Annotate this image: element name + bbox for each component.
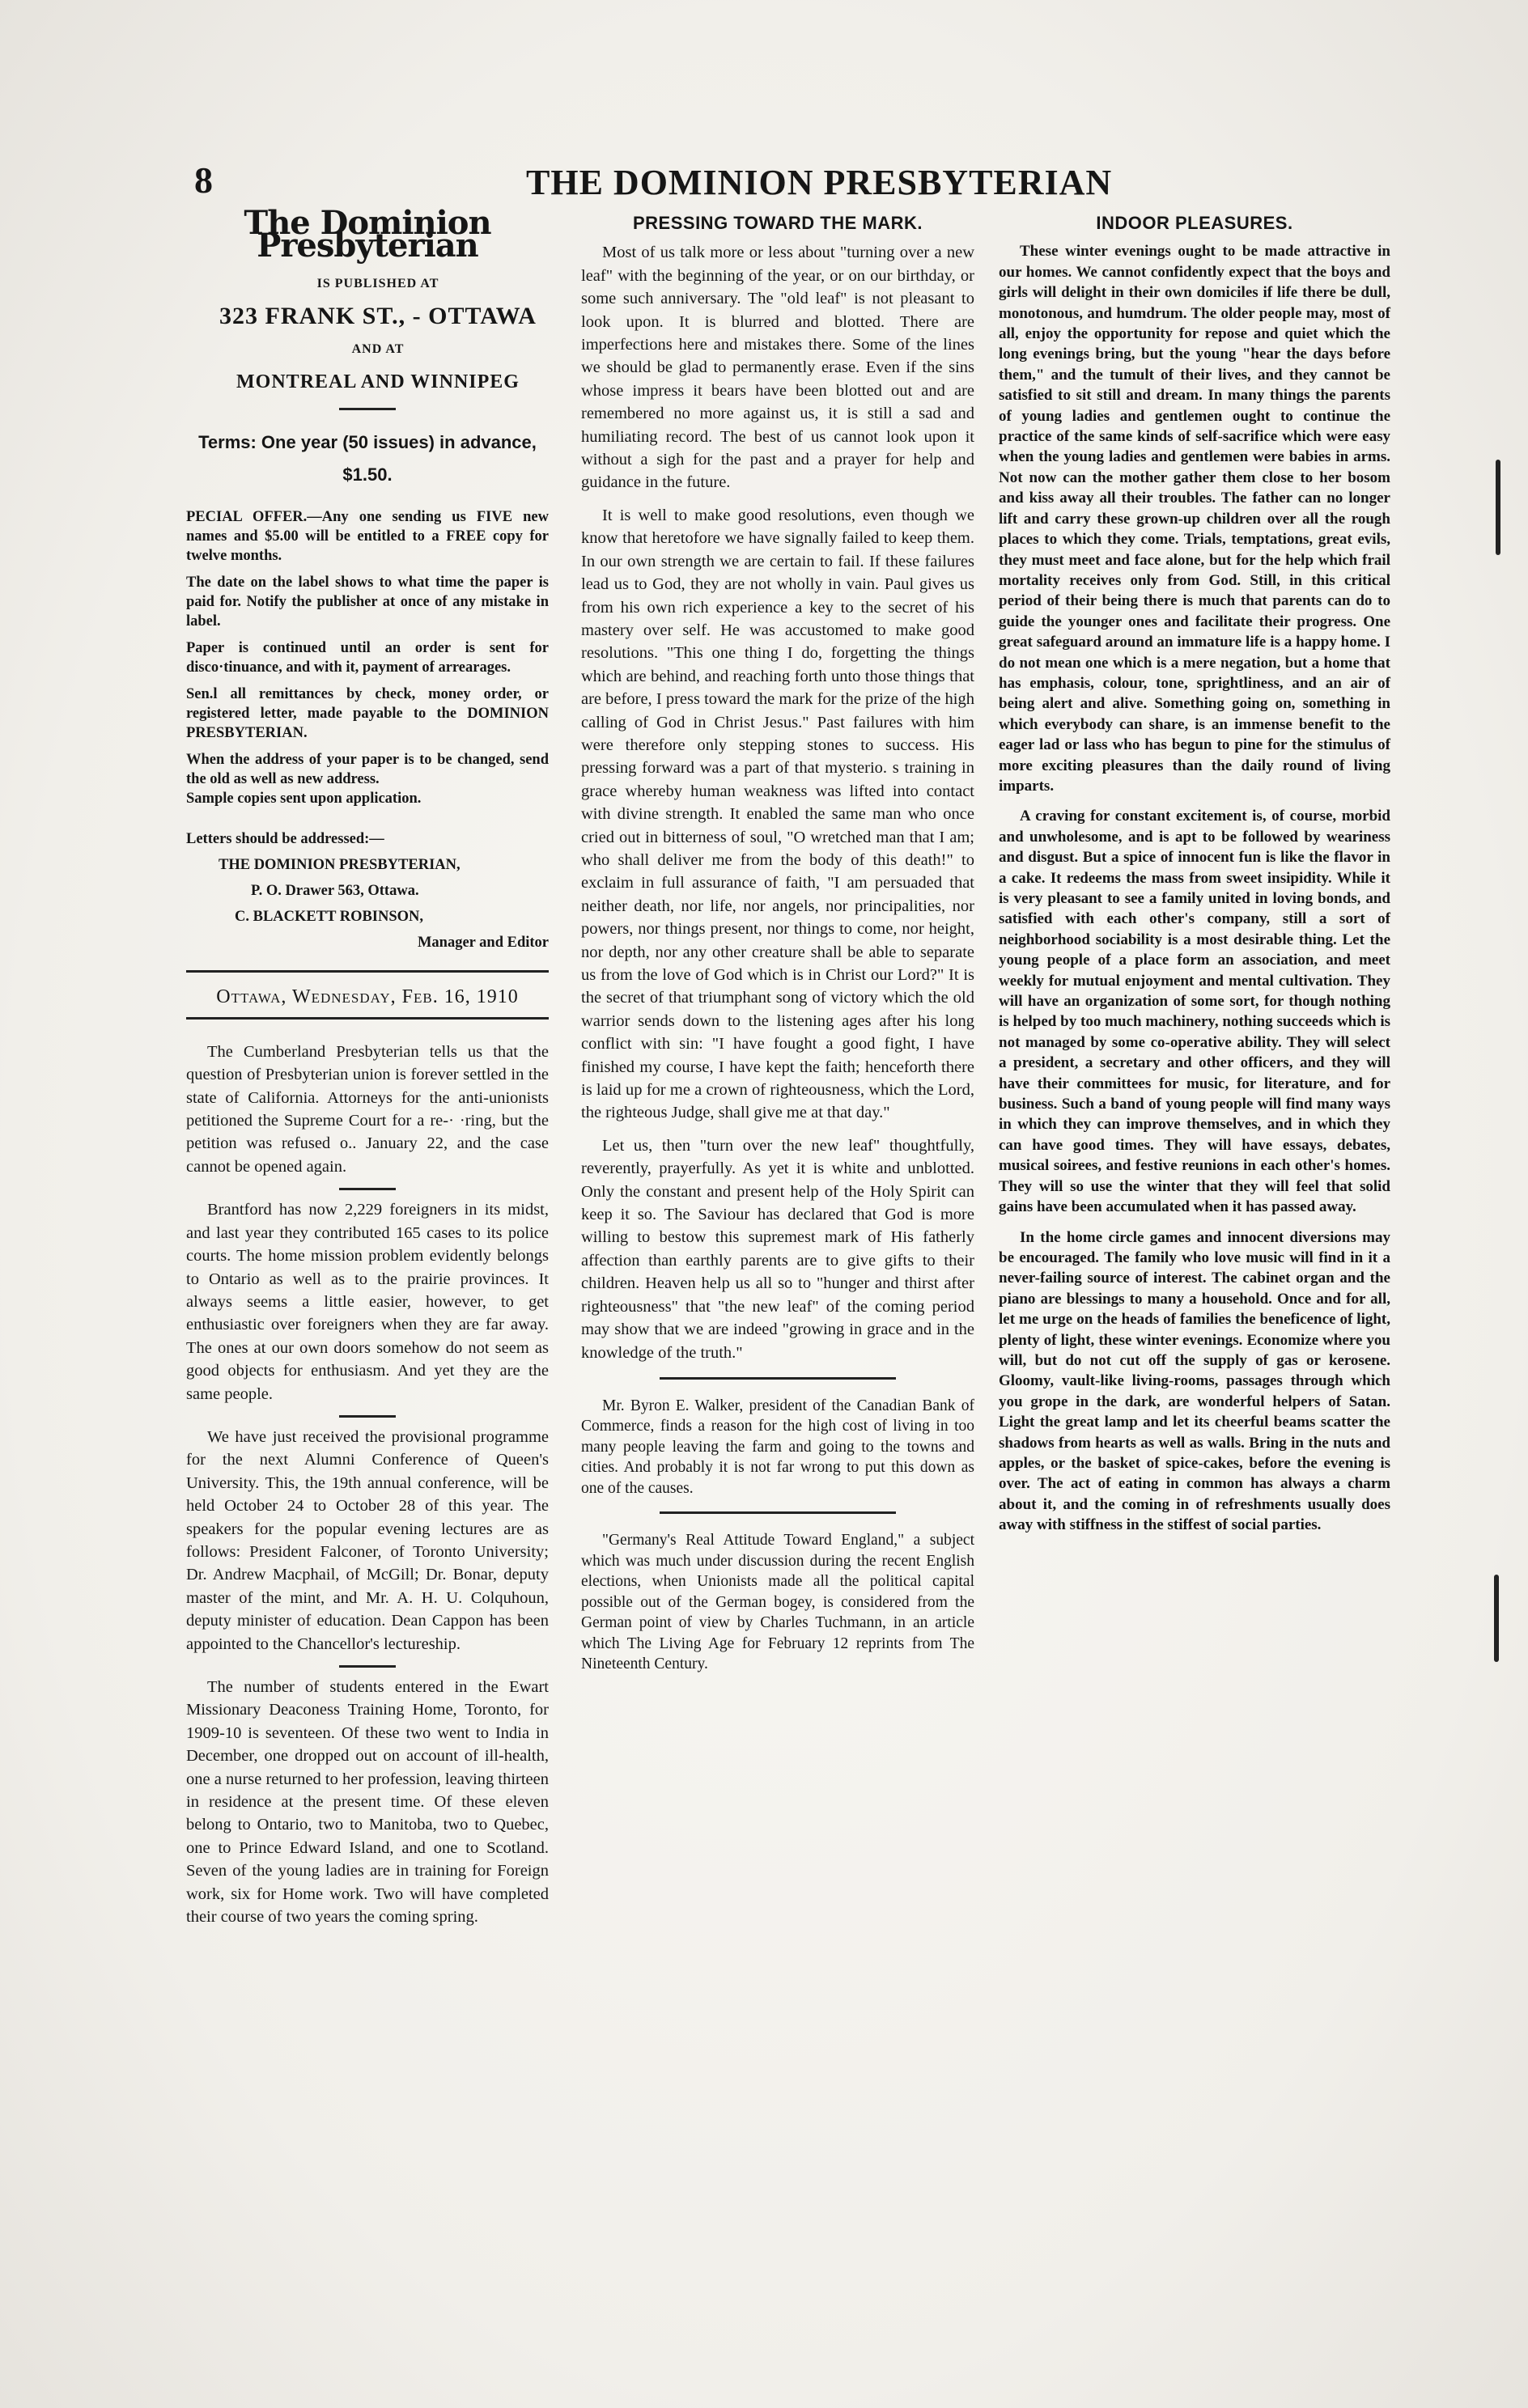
letters-box: P. O. Drawer 563, Ottawa. <box>251 883 419 900</box>
divider <box>660 1377 896 1380</box>
notice: Sen.l all remittances by check, money order, or registered letter, made payable to the DOMINION PRESBYTERIAN. <box>186 686 549 742</box>
binding-mark-top <box>1496 460 1500 555</box>
running-head: THE DOMINION PRESBYTERIAN <box>526 163 1113 202</box>
published-at: IS PUBLISHED AT <box>316 276 439 290</box>
divider <box>339 1415 396 1418</box>
article-paragraph: Most of us talk more or less about "turning over a new leaf" with the beginning of the year, or on our birthday, or some such anniversary. The "old leaf" is not pleasant to look upon. It is blurred and blotted. There are imperfections here and mistakes there. Some of the lines we should be glad to permanently erase. Even if the sins whose impress it bears have been blotted out and are remembered no more against us, it is still a sad and humiliating record. The best of us cannot look upon it without a sigh for the past and a prayer for help and guidance in the future. <box>581 244 974 492</box>
news-paragraph: The Cumberland Presbyterian tells us that the question of Presbyterian union is forever settled in the state of California. Attorneys for the anti-unionists petitioned the Supreme Court for a re-· ·ring, but the petition was refused o.. January 22, and the case cannot be opened again. <box>186 1042 549 1176</box>
news-paragraph: The number of students entered in the Ewart Missionary Deaconess Training Home, Toronto, for 1909-10 is seventeen. Of these two went to India in December, one dropped out on account of ill-health, one a nurse returned to her profession, leaving thirteen in residence at the present time. Of these eleven belong to Ontario, two to Manitoba, two to Quebec, one to Prince Edward Island, and one to Scotland. Seven of the young ladies are in training for Foreign work, six for Home work. Two will have completed their course of two years the coming spring. <box>186 1678 549 1927</box>
news-paragraph: Brantford has now 2,229 foreigners in its midst, and last year they contributed 165 cases to its police courts. The home mission problem evidently belongs to Ontario as well as to the prairie provinces. It always seems a little easier, however, to get enthusiastic over foreigners when they are far away. The ones at our own doors somehow do not seem as good objects for enthusiasm. And yet they are the same people. <box>186 1201 549 1403</box>
subscription-terms: Terms: One year (50 issues) in advance, $1.50. <box>198 432 537 485</box>
notice: PECIAL OFFER.—Any one sending us FIVE new names and $5.00 will be entitled to a FREE copy for twelve months. <box>186 509 549 565</box>
letters-label: Letters should be addressed:— <box>186 831 384 848</box>
binding-mark-bottom <box>1494 1575 1499 1662</box>
notice: Paper is continued until an order is sent for disco·tinuance, and with it, payment of arrearages. <box>186 640 549 676</box>
news-paragraph: We have just received the provisional programme for the next Alumni Conference of Queen's University. This, the 19th annual conference, will be held October 24 to October 28 of this year. The speakers for the popular evening lectures are as follows: President Falconer, of Toronto University; Dr. Andrew Macphail, of McGill; Dr. Bonar, deputy master of the mint, and Mr. A. H. U. Colquhoun, deputy minister of education. Dean Cappon has been appointed to the Chancellor's lectureship. <box>186 1427 549 1653</box>
other-cities: MONTREAL AND WINNIPEG <box>236 371 520 393</box>
article-paragraph: These winter evenings ought to be made attractive in our homes. We cannot confidently expect that the boys and girls will delight in their own domiciles if life there be dull, monotonous, and humdrum. The older people may, most of all, enjoy the opportunity for repose and quiet which the long evenings bring, but the young "hear the days before them," and the tumult of their lives, and they cannot be satisfied to sit still and dream. In many things the parents of young ladies and gentlemen ought to continue the practice of the same kinds of self-sacrifice which were easy when the young ladies and gentlemen were babies in arms. Not now can the mother gather them close to her bosom and kiss away all their troubles. The father can no longer lift and carry these grown-up children over all the rough places to which they come. Trials, temptations, great evils, they must meet and face alone, but for the help which frail mortality receives only from God. Still, in this critical period of their being there is much that parents can do to guide the younger ones and facilitate their progress. One great safeguard around an immature life is a happy home. I do not mean one which is a mere negation, but a home that has emphasis, colour, tone, sprightliness, and an air of being alert and alive. Something going on, something in which everybody can share, is an immense benefit to the eager lad or lass who has begun to pine for the stimulus of more exciting pleasures than the daily round of living imparts. <box>999 243 1390 795</box>
dateline: Ottawa, Wednesday, Feb. 16, 1910 <box>216 986 519 1008</box>
column-editorial <box>581 212 974 1685</box>
page-number: 8 <box>194 159 213 201</box>
news-paragraph: "Germany's Real Attitude Toward England," a subject which was much under discussion during the recent English elections, when Unionists made all the political capital possible out of the German bogey, is considered from the German point of view by Charles Tuchmann, in an article which The Living Age for February 12 reprints from The Nineteenth Century. <box>581 1532 974 1673</box>
divider <box>339 408 396 410</box>
masthead-title: The Dominion Presbyterian <box>244 204 491 265</box>
article-heading: INDOOR PLEASURES. <box>1096 213 1293 233</box>
news-paragraph: Mr. Byron E. Walker, president of the Canadian Bank of Commerce, finds a reason for the high cost of living in too many people leaving the farm and going to the towns and cities. And probably it is not far wrong to put this down as one of the causes. <box>581 1397 974 1497</box>
divider <box>660 1511 896 1514</box>
column-indoor-pleasures <box>999 212 1390 1545</box>
divider <box>186 970 549 973</box>
article-paragraph: A craving for constant excitement is, of course, morbid and unwholesome, and is apt to be followed by weariness and disgust. But a spice of innocent fun is like the flavor in a cake. It redeems the mass from sweet insipidity. While it is very pleasant to see a family united in loving bonds, and satisfied with each other's company, still a sort of neighborhood sociability is a most desirable thing. Let the young people of a place form an association, and meet weekly for mutual enjoyment and mental cultivation. They will have an organization of some sort, for though nothing is helped by too much machinery, nothing succeeds which is not managed by some co-operative ability. They will select a president, a secretary and other officers, and they will have their committees for music, for literature, and for business. Such a band of young people will find many ways in which they can improve themselves, and in which they can have good times. They will have essays, debates, musical soirees, and festive reunions in each other's homes. They will so use the winter that they will feel that solid gains have been accumulated when it has passed away. <box>999 808 1390 1216</box>
editor-name: C. BLACKETT ROBINSON, <box>235 909 424 926</box>
office-address: 323 FRANK ST., - OTTAWA <box>219 303 537 330</box>
article-heading: PRESSING TOWARD THE MARK. <box>632 213 923 233</box>
and-at: AND AT <box>351 341 405 356</box>
notice: The date on the label shows to what time the paper is paid for. Notify the publisher at once of any mistake in label. <box>186 574 549 630</box>
letters-address <box>186 826 549 956</box>
divider <box>339 1665 396 1668</box>
notice: Sample copies sent upon application. <box>186 791 422 808</box>
article-paragraph: In the home circle games and innocent diversions may be encouraged. The family who love music will find in it a never-failing source of interest. The cabinet organ and the piano are blessings to many a household. Once and for all, let me urge on the heads of families the beneficence of light, plenty of light, these winter evenings. Economize where you will, but do not cut off the supply of gas or kerosene. Gloomy, vault-like living-rooms, passages through which you grope in the dark, are wonderful helpers of Satan. Light the great lamp and let its cheerful beams scatter the shadows from hearts as well as walls. Bring in the nuts and apples, or the basket of spice-cakes, before the evening is over. The act of eating in common has always a charm about it, and the coming in of refreshments usually does away with stiffness in the stiffest of social parties. <box>999 1228 1390 1534</box>
divider <box>339 1188 396 1190</box>
notice: When the address of your paper is to be changed, send the old as well as new address. <box>186 752 549 788</box>
article-paragraph: Let us, then "turn over the new leaf" thoughtfully, reverently, prayerfully. As yet it is white and unblotted. Only the constant and present help of the Holy Spirit can keep it so. The Saviour has declared that God is more willing to bestow this supremest mark of His fatherly affection than earthly parents are to give gifts to their children. Heaven help us all so to "hunger and thirst after righteousness" that "the new leaf" of the coming period may show that we are indeed "growing in grace and in the knowledge of the truth." <box>581 1136 974 1362</box>
column-masthead <box>186 204 549 1938</box>
article-paragraph: It is well to make good resolutions, even though we know that heretofore we have signally failed to keep them. In our own strength we are certain to fail. If these failures lead us to God, they are not wholly in vain. Paul gives us from his own rich experience a key to the secret of his mastery over self. He was accustomed to make good resolutions. "This one thing I do, forgetting the things which are behind, and reaching forth unto those things that are before, I press toward the mark for the prize of the high calling of God in Christ Jesus." Past failures with him were therefore only stepping stones to success. His pressing forward was a part of that mysterio. s training in grace whereby human weakness was lifted into contact with divine strength. It enabled the same man who once cried out in bitterness of soul, "O wretched man that I am; who shall deliver me from the body of this death!" to exclaim in full assurance of faith, "I am persuaded that neither death, nor life, nor angels, nor principalities, nor powers, nor things present, nor things to come, nor height, nor depth, nor any other creature shall be able to separate us from the love of God which is in Christ our Lord?" It is the secret of that triumphant song of victory which the old warrior sends down to the listening ages after his long conflict with sin: "I have fought a good fight, I have finished my course, I have kept the faith; henceforth there is laid up for me a crown of righteousness, which the Lord, the righteous Judge, shall give me at that day." <box>581 506 974 1122</box>
letters-name: THE DOMINION PRESBYTERIAN, <box>219 857 461 874</box>
divider <box>186 1017 549 1020</box>
editor-title: Manager and Editor <box>417 935 549 952</box>
